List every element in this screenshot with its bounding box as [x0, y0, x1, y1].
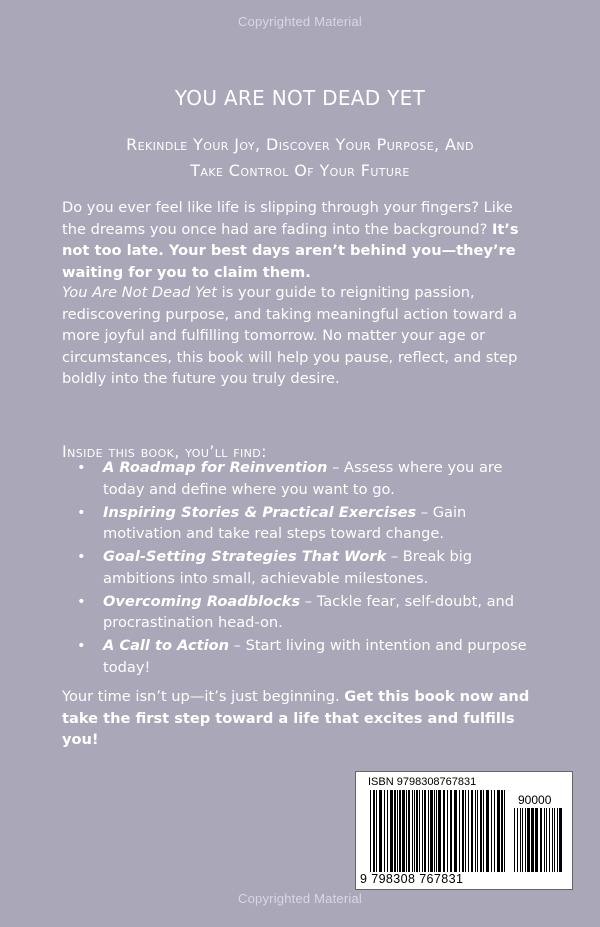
- barcode-bar: [422, 790, 423, 872]
- closing-bold-text: Get this book now and take the first step toward a life that excites and fulfills you!: [62, 688, 530, 748]
- copyright-watermark-bottom: Copyrighted Material: [238, 891, 362, 906]
- barcode-bar: [520, 808, 521, 872]
- barcode-bar: [483, 790, 484, 872]
- barcode-bar: [454, 790, 457, 872]
- barcode-bar: [447, 790, 448, 872]
- barcode-bar: [450, 790, 452, 872]
- barcode-bar: [475, 790, 476, 872]
- feature-item: [62, 635, 532, 678]
- barcode-bar: [370, 790, 371, 872]
- barcode-bar: [552, 808, 553, 872]
- description-paragraph: [62, 282, 532, 390]
- barcode-bar: [501, 790, 503, 872]
- copyright-watermark-top: Copyrighted Material: [238, 14, 362, 29]
- barcode-bar: [525, 808, 526, 872]
- description-book-name: You Are Not Dead Yet: [62, 284, 218, 301]
- barcode-bar: [443, 790, 445, 872]
- barcode-bar: [376, 790, 377, 872]
- barcode-bar: [430, 790, 433, 872]
- barcode-bar: [497, 790, 500, 872]
- bullet-icon: •: [77, 637, 86, 654]
- barcode-bar: [387, 790, 388, 872]
- feature-item: [62, 457, 532, 500]
- intro-bold-text: It’s not too late. Your best days aren’t behind you—they’re waiting for you to claim them.: [62, 220, 519, 281]
- barcode-bar: [459, 790, 460, 872]
- isbn-barcode: [355, 771, 573, 890]
- barcode-bar: [522, 808, 523, 872]
- feature-title: Inspiring Stories & Practical Exercises: [103, 503, 417, 521]
- feature-text: – Tackle fear, self-doubt, and procrastination head-on.: [103, 592, 515, 631]
- feature-text: – Gain motivation and take real steps toward change.: [103, 503, 467, 542]
- barcode-bar: [436, 790, 437, 872]
- barcode-bar: [557, 808, 558, 872]
- barcode-bar: [477, 790, 478, 872]
- barcode-bar: [535, 808, 538, 872]
- barcode-bar: [471, 790, 473, 872]
- barcode-bar: [379, 790, 382, 872]
- barcode-bar: [412, 790, 413, 872]
- barcode-bar: [402, 790, 405, 872]
- subtitle-line-2: Take Control Of Your Future: [190, 161, 410, 180]
- description-text: is your guide to reigniting passion, rediscovering purpose, and taking meaningful action toward a more joyful and fulfilling tomorrow. No matter your age or circumstances, this book will help you pause, reflect, and step boldly into the future you truly desire.: [62, 284, 518, 387]
- barcode-bar: [399, 790, 401, 872]
- barcode-bar: [419, 790, 420, 872]
- barcode-bar: [462, 790, 464, 872]
- barcode-bar: [394, 790, 396, 872]
- bullet-icon: •: [77, 459, 86, 476]
- barcode-bar: [514, 808, 515, 872]
- barcode-bar: [465, 790, 466, 872]
- feature-item: [62, 546, 532, 589]
- feature-text: – Break big ambitions into small, achievable milestones.: [103, 548, 473, 587]
- barcode-bar: [554, 808, 555, 872]
- inside-heading: Inside this book, you’ll find:: [62, 442, 267, 461]
- barcode-bar: [424, 790, 426, 872]
- feature-title: A Roadmap for Reinvention: [103, 459, 328, 476]
- feature-item: [62, 502, 532, 545]
- isbn-label: ISBN 9798308767831: [368, 776, 477, 788]
- price-code: 90000: [518, 793, 552, 807]
- feature-title: Overcoming Roadblocks: [103, 592, 301, 610]
- barcode-bar: [414, 790, 415, 872]
- barcode-bar: [486, 790, 489, 872]
- feature-title: A Call to Action: [103, 637, 229, 654]
- barcode-bar: [517, 808, 518, 872]
- bullet-icon: •: [77, 592, 86, 610]
- book-title: YOU ARE NOT DEAD YET: [174, 86, 426, 110]
- intro-paragraph: [62, 197, 532, 283]
- barcode-bar: [406, 790, 407, 872]
- barcode-bar: [408, 790, 410, 872]
- barcode-bar: [559, 808, 562, 872]
- bullet-icon: •: [77, 548, 86, 565]
- barcode-bar: [468, 790, 469, 872]
- barcode-bar: [438, 790, 441, 872]
- barcode-bar: [504, 790, 505, 872]
- barcode-bar: [480, 790, 482, 872]
- barcode-bar: [434, 790, 435, 872]
- feature-text: – Assess where you are today and define where you want to go.: [103, 459, 503, 498]
- bullet-icon: •: [77, 503, 86, 521]
- feature-title: Goal-Setting Strategies That Work: [103, 548, 387, 565]
- barcode-bar: [397, 790, 398, 872]
- feature-item: [62, 591, 532, 634]
- barcode-bar: [373, 790, 375, 872]
- barcode-bar: [540, 808, 542, 872]
- barcode-bar: [531, 808, 534, 872]
- barcode-bar: [549, 808, 550, 872]
- barcode-bar: [546, 808, 547, 872]
- barcode-bar: [544, 808, 545, 872]
- barcode-digits: 9 798308 767831: [360, 872, 464, 886]
- barcode-bar: [416, 790, 418, 872]
- features-list: [62, 457, 532, 680]
- book-subtitle: [40, 132, 560, 184]
- subtitle-line-1: Rekindle Your Joy, Discover Your Purpose, And: [126, 135, 474, 154]
- closing-paragraph: [62, 686, 532, 751]
- barcode-bar: [527, 808, 530, 872]
- intro-text: Do you ever feel like life is slipping through your fingers? Like the dreams you once had are fading into the background?: [62, 199, 513, 238]
- feature-text: – Start living with intention and purpose today!: [103, 637, 527, 676]
- closing-text: Your time isn’t up—it’s just beginning.: [62, 688, 345, 705]
- barcode-bar: [491, 790, 492, 872]
- barcode-bar: [384, 790, 385, 872]
- barcode-bar: [494, 790, 495, 872]
- barcode-bar: [428, 790, 429, 872]
- barcode-bar: [390, 790, 393, 872]
